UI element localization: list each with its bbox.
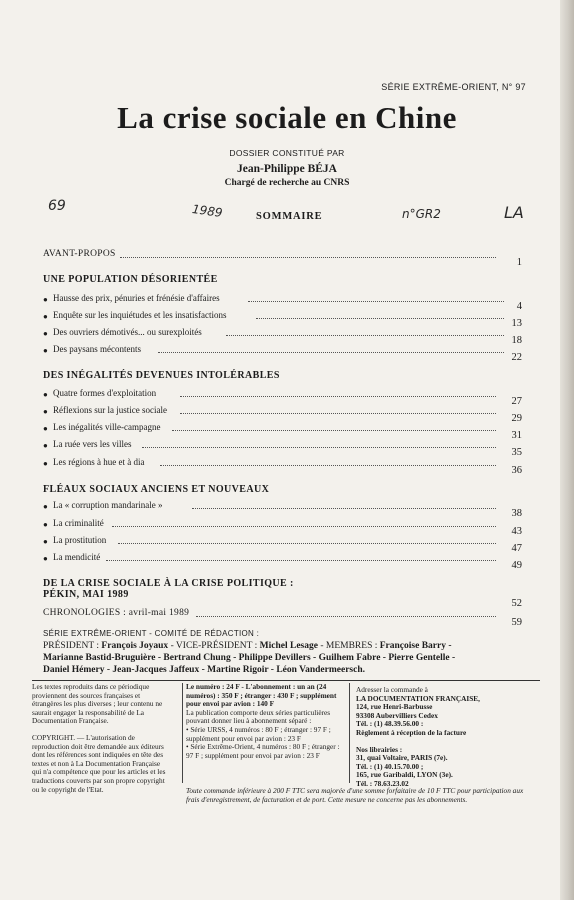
toc-page: 47 xyxy=(511,543,522,554)
bullet-icon: ● xyxy=(43,520,48,529)
toc-page: 31 xyxy=(511,430,522,441)
bullet-icon: ● xyxy=(43,502,48,511)
toc-entry[interactable] xyxy=(0,439,560,458)
dot-leader xyxy=(226,335,504,336)
toc-label: Des ouvriers démotivés... ou surexploités xyxy=(53,327,202,337)
dot-leader xyxy=(158,352,504,353)
section-heading: DE LA CRISE SOCIALE À LA CRISE POLITIQUE : xyxy=(43,578,294,589)
bullet-icon: ● xyxy=(43,537,48,546)
committee-caption: SÉRIE EXTRÊME-ORIENT - COMITÉ DE RÉDACTION : xyxy=(43,629,260,638)
toc-entry[interactable] xyxy=(0,589,560,609)
toc-page: 1 xyxy=(516,257,522,268)
dot-leader xyxy=(196,616,496,617)
toc-label: Des paysans mécontents xyxy=(53,344,141,354)
toc-entry[interactable] xyxy=(0,422,560,441)
document-title: La crise sociale en Chine xyxy=(117,100,457,135)
series-label: SÉRIE EXTRÊME-ORIENT, N° 97 xyxy=(381,82,526,92)
toc-entry[interactable] xyxy=(0,293,560,312)
subscription-text: • Série Extrême-Orient, 4 numéros : 80 F ; étranger : 97 F ; supplément pour envoi par avion : 23 F xyxy=(186,742,340,760)
column-divider xyxy=(349,683,350,783)
footer-pricing xyxy=(186,683,346,760)
toc-label: Quatre formes d'exploitation xyxy=(53,388,157,398)
dossier-caption: DOSSIER CONSTITUÉ PAR xyxy=(229,148,345,158)
toc-entry[interactable] xyxy=(0,500,560,519)
bullet-icon: ● xyxy=(43,554,48,563)
footer-disclaimer xyxy=(32,683,166,802)
toc-page: 13 xyxy=(511,318,522,329)
bullet-icon: ● xyxy=(43,459,48,468)
section-heading: UNE POPULATION DÉSORIENTÉE xyxy=(43,274,218,285)
toc-page: 38 xyxy=(511,508,522,519)
dot-leader xyxy=(112,526,496,527)
toc-label: La criminalité xyxy=(53,518,104,528)
toc-label: La ruée vers les villes xyxy=(53,439,132,449)
committee-line: Marianne Bastid-Bruguière - Bertrand Chung - Philippe Devillers - Guilhem Fabre - Pierre Gentelle - xyxy=(43,653,456,663)
toc-label: Les inégalités ville-campagne xyxy=(53,422,161,432)
toc-entry[interactable] xyxy=(0,518,560,537)
bullet-icon: ● xyxy=(43,329,48,338)
toc-page: 18 xyxy=(511,335,522,346)
toc-label: La mendicité xyxy=(53,552,101,562)
toc-entry[interactable] xyxy=(0,327,560,346)
toc-label: Hausse des prix, pénuries et frénésie d'affaires xyxy=(53,293,220,303)
toc-page: 35 xyxy=(511,447,522,458)
dot-leader xyxy=(180,413,496,414)
toc-entry[interactable] xyxy=(0,608,560,628)
bullet-icon: ● xyxy=(43,312,48,321)
toc-entry[interactable] xyxy=(0,457,560,476)
handwritten-note: 69 xyxy=(48,198,66,214)
toc-label: La « corruption mandarinale » xyxy=(53,500,163,510)
sommaire-heading: SOMMAIRE xyxy=(256,211,323,222)
author-role: Chargé de recherche au CNRS xyxy=(224,178,350,188)
bullet-icon: ● xyxy=(43,407,48,416)
column-divider xyxy=(182,683,183,783)
toc-page: 52 xyxy=(511,598,522,609)
dot-leader xyxy=(142,447,496,448)
toc-page: 22 xyxy=(511,352,522,363)
toc-label: Les régions à hue et à dia xyxy=(53,457,145,467)
bullet-icon: ● xyxy=(43,346,48,355)
toc-label: AVANT-PROPOS xyxy=(43,249,116,259)
bullet-icon: ● xyxy=(43,295,48,304)
dot-leader xyxy=(172,430,496,431)
bullet-icon: ● xyxy=(43,390,48,399)
handwritten-note: LA xyxy=(504,203,524,222)
toc-label: CHRONOLOGIES : avril-mai 1989 xyxy=(43,608,190,618)
dot-leader xyxy=(256,318,504,319)
author-name: Jean-Philippe BÉJA xyxy=(236,163,337,175)
toc-label: Enquête sur les inquiétudes et les insatisfactions xyxy=(53,310,227,320)
handwritten-note: 1989 xyxy=(191,201,224,221)
toc-entry[interactable] xyxy=(0,388,560,407)
section-heading: FLÉAUX SOCIAUX ANCIENS ET NOUVEAUX xyxy=(43,484,270,495)
toc-entry[interactable] xyxy=(0,249,560,268)
toc-page: 29 xyxy=(511,413,522,424)
toc-entry[interactable] xyxy=(0,405,560,424)
toc-label: La prostitution xyxy=(53,535,107,545)
editorial-committee xyxy=(43,628,543,676)
dot-leader xyxy=(180,396,496,397)
toc-page: 36 xyxy=(511,465,522,476)
toc-page: 59 xyxy=(511,617,522,628)
committee-line: PRÉSIDENT : François Joyaux - VICE-PRÉSIDENT : Michel Lesage - MEMBRES : Françoise Barry - xyxy=(43,641,452,651)
committee-line: Daniel Hémery - Jean-Jacques Jaffeux - Martine Rigoir - Léon Vandermeersch. xyxy=(43,665,365,675)
section-heading: DES INÉGALITÉS DEVENUES INTOLÉRABLES xyxy=(43,370,280,381)
toc-entry[interactable] xyxy=(0,344,560,363)
subscription-text: • Série URSS, 4 numéros : 80 F ; étranger : 97 F ; supplément pour envoi par avion : 23 F xyxy=(186,724,331,743)
toc-entry[interactable] xyxy=(0,535,560,554)
footer-ordering: Adresser la commande à LA DOCUMENTATION FRANÇAISE, 124, rue Henri-Barbusse 93308 Aubervilliers Cedex Tél. : (1) 48.39.56.00 : Règlement à réception de la facture Nos librairies : 31, quai Voltaire, PARIS (7e). Tél. : (1) 40.15.70.00 ; 165, rue Garibaldi, LYON (3e). Tél. : 78.63.23.02 xyxy=(356,685,480,788)
dot-leader xyxy=(192,508,496,509)
price-text: Le numéro : 24 F - L'abonnement : un an (24 numéros) : 350 F ; étranger : 430 F ; supplément pour envoi par avion : 140 F xyxy=(186,682,337,709)
toc-entry[interactable] xyxy=(0,310,560,329)
subscription-text: La publication comporte deux séries particulières pouvant donner lieu à abonnement séparé : xyxy=(186,707,331,726)
section-heading-line2: PÉKIN, MAI 1989 xyxy=(43,589,129,600)
toc-page: 4 xyxy=(516,301,522,312)
toc-page: 49 xyxy=(511,560,522,571)
copyright-text: COPYRIGHT. — L'autorisation de reproduction doit être demandée aux éditeurs dont les références sont indiquées en tête des textes et non à La Documentation Française qui n'a compétence que pour les articles et les traductions couverts par son propre copyright ou le copyright de l'Etat. xyxy=(32,732,166,794)
bullet-icon: ● xyxy=(43,424,48,433)
bullet-icon: ● xyxy=(43,441,48,450)
dot-leader xyxy=(106,560,496,561)
dot-leader xyxy=(248,301,504,302)
dot-leader xyxy=(118,543,496,544)
toc-page: 27 xyxy=(511,396,522,407)
dot-leader xyxy=(160,465,496,466)
dot-leader xyxy=(120,257,496,258)
disclaimer-text: Les textes reproduits dans ce périodique proviennent des sources françaises et étrangères les plus diverses ; leur contenu ne saurait engager la responsabilité de La Documentation Française. xyxy=(32,682,163,726)
order-note: Toute commande inférieure à 200 F TTC sera majorée d'une somme forfaitaire de 10 F TTC pour participation aux frais d'enregistrement, de facturation et de port. Cette mesure ne concerne pas les abonnements. xyxy=(186,786,524,804)
handwritten-note: n°GR2 xyxy=(402,207,441,221)
toc-entry[interactable] xyxy=(0,552,560,571)
toc-page: 43 xyxy=(511,526,522,537)
toc-label: Réflexions sur la justice sociale xyxy=(53,405,167,415)
